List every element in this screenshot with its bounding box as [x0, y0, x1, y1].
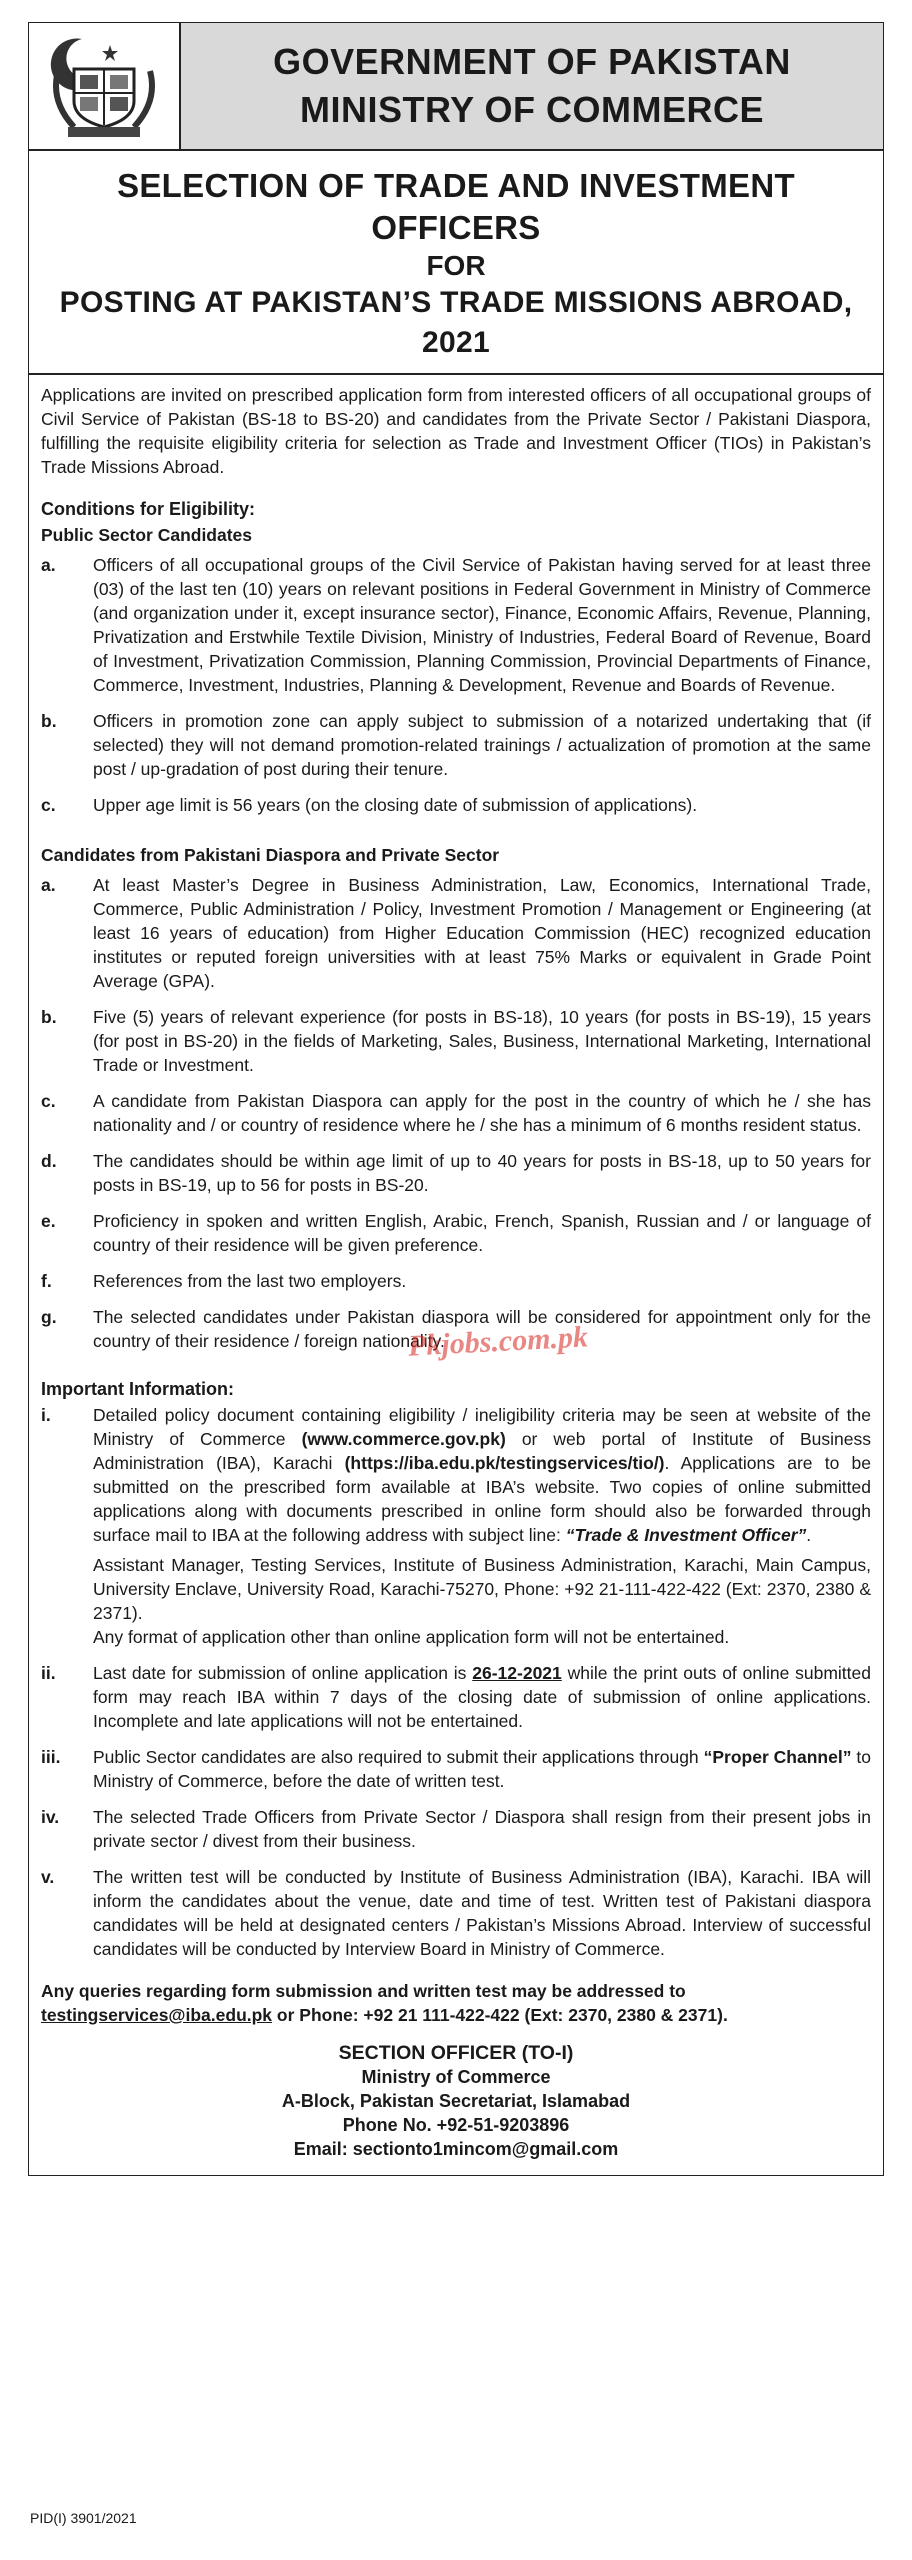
item-marker: a. [41, 875, 56, 895]
banner-for: FOR [426, 250, 486, 281]
signatory-title: SECTION OFFICER (TO-I) [338, 2042, 574, 2064]
item-marker: iv. [41, 1807, 60, 1827]
item-marker: c. [41, 795, 56, 815]
public-sector-heading: Public Sector Candidates [41, 525, 253, 545]
commerce-website-link[interactable]: (www.commerce.gov.pk) [301, 1429, 506, 1449]
item-text: or web portal of Institute of Business Administration (IBA), Karachi [93, 1429, 871, 1473]
item-text: . [806, 1525, 812, 1545]
private-sector-heading: Candidates from Pakistani Diaspora and Private Sector [41, 845, 500, 865]
queries-text: Any queries regarding form submission and written test may be addressed to [41, 1981, 686, 2001]
important-info-heading: Important Information: [41, 1379, 234, 1399]
item-text: Last date for submission of online application is [93, 1663, 473, 1683]
signatory-address: A-Block, Pakistan Secretariat, Islamabad [281, 2091, 631, 2111]
info-item-i [41, 1403, 871, 1649]
item-marker: c. [41, 1091, 56, 1111]
item-text: A candidate from Pakistan Diaspora can apply for the post in the country of which he / she has nationality and / or country of residence where he / she has a minimum of 6 months resident status. [93, 1091, 871, 1135]
item-marker: iii. [41, 1747, 61, 1767]
info-item-iv [41, 1805, 871, 1853]
government-title-box [181, 23, 883, 149]
pakistan-emblem-icon [29, 23, 181, 149]
item-text: Proficiency in spoken and written English, Arabic, French, Spanish, Russian and / or language of country of their residence will be given preference. [93, 1211, 871, 1255]
item-text: while the print outs of online submitted form may reach IBA within 7 days of the closing date of submission of online applications. Incomplete and late applications will not be entertained. [93, 1663, 871, 1731]
info-item-v [41, 1865, 871, 1961]
queries-paragraph [41, 1979, 871, 2027]
info-item-iii [41, 1745, 871, 1793]
item-marker: b. [41, 1007, 57, 1027]
list-item [41, 553, 871, 697]
subject-line: “Trade & Investment Officer” [565, 1525, 807, 1545]
signature-block [41, 2041, 871, 2161]
item-text: The written test will be conducted by Institute of Business Administration (IBA), Karachi. IBA will inform the candidates about the venue, date and time of test. Written test of Pakistani diaspora candidates will be held at designated centers / Pakistan’s Missions Abroad. Interview of successful candidates will be conducted by Interview Board in Ministry of Commerce. [93, 1867, 871, 1959]
list-item [41, 1269, 871, 1293]
intro-paragraph: Applications are invited on prescribed application form from interested officers of all occupational groups of Civil Service of Pakistan (BS-18 to BS-20) and candidates from the Private Sector / Pakistani Diaspora, fulfilling the requisite eligibility criteria for selection as Trade and Investment Officer (TIOs) in Pakistan’s Trade Missions Abroad. [41, 385, 871, 477]
item-marker: ii. [41, 1663, 56, 1683]
item-marker: i. [41, 1405, 51, 1425]
item-marker: v. [41, 1867, 55, 1887]
item-marker: e. [41, 1211, 56, 1231]
list-item [41, 1089, 871, 1137]
banner-subtitle: POSTING AT PAKISTAN’S TRADE MISSIONS ABROAD, 2021 [59, 286, 853, 359]
queries-email-link[interactable]: testingservices@iba.edu.pk [41, 2005, 273, 2025]
proper-channel: “Proper Channel” [703, 1747, 852, 1767]
list-item [41, 709, 871, 781]
item-text: Officers in promotion zone can apply subject to submission of a notarized undertaking that (if selected) they will not demand promotion-related trainings / actualization of promotion at the same post / up-gradation of post during their tenure. [93, 711, 871, 779]
item-text: Officers of all occupational groups of the Civil Service of Pakistan having served for at least three (03) of the last ten (10) years on relevant positions in Federal Government in Ministry of Commerce (and organization under it, except insurance sector), Finance, Economic Affairs, Revenue, Planning, Privatization and Erstwhile Textile Division, Ministry of Industries, Federal Board of Revenue, Board of Investment, Privatization Commission, Planning Commission, Provincial Departments of Finance, Commerce, Investment, Industries, Planning & Development, Revenue and Boards of Revenue. [93, 555, 871, 695]
item-text: Five (5) years of relevant experience (for posts in BS-18), 10 years (for posts in BS-19), 15 years (for post in BS-20) in the fields of Marketing, Sales, Business, International Marketing, International Trade or Investment. [93, 1007, 871, 1075]
item-text: . Applications are to be submitted on the prescribed form available at IBA’s website. Two copies of online submitted applications along with documents prescribed in online form should also be forwarded through surface mail to IBA at the following address with subject line: [93, 1453, 871, 1545]
item-text: The candidates should be within age limit of up to 40 years for posts in BS-18, up to 50 years for posts in BS-19, up to 56 for posts in BS-20. [93, 1151, 871, 1195]
item-marker: d. [41, 1151, 57, 1171]
item-text: References from the last two employers. [93, 1271, 407, 1291]
item-text: Public Sector candidates are also required to submit their applications through [93, 1747, 704, 1767]
item-text: to Ministry of Commerce, before the date of written test. [93, 1747, 871, 1791]
government-title: GOVERNMENT OF PAKISTAN [273, 41, 791, 82]
item-text: Upper age limit is 56 years (on the closing date of submission of applications). [93, 795, 698, 815]
signatory-phone: Phone No. +92-51-9203896 [342, 2115, 570, 2135]
list-item [41, 1209, 871, 1257]
iba-portal-link[interactable]: (https://iba.edu.pk/testingservices/tio/) [344, 1453, 665, 1473]
pid-reference: PID(I) 3901/2021 [30, 2510, 137, 2526]
item-marker: a. [41, 555, 56, 575]
item-marker: b. [41, 711, 57, 731]
conditions-heading: Conditions for Eligibility: [41, 499, 255, 519]
signatory-email[interactable]: Email: sectionto1mincom@gmail.com [293, 2139, 619, 2159]
item-text: Detailed policy document containing eligibility / ineligibility criteria may be seen at website of the Ministry of Commerce [93, 1405, 871, 1449]
queries-text: or Phone: +92 21 111-422-422 (Ext: 2370, 2380 & 2371). [272, 2005, 728, 2025]
list-item [41, 1149, 871, 1197]
last-date: 26-12-2021 [472, 1663, 562, 1683]
iba-address: Assistant Manager, Testing Services, Institute of Business Administration, Karachi, Main Campus, University Enclave, University Road, Karachi-75270, Phone: +92 21-111-422-422 (Ext: 2370, 2380 & 2371). [93, 1555, 871, 1623]
item-text: The selected Trade Officers from Private Sector / Diaspora shall resign from their present jobs in private sector / divest from their business. [93, 1807, 871, 1851]
list-item [41, 1005, 871, 1077]
ministry-title: MINISTRY OF COMMERCE [299, 89, 764, 130]
list-item [41, 793, 871, 817]
signatory-ministry: Ministry of Commerce [361, 2067, 551, 2087]
format-note: Any format of application other than online application form will not be entertained. [93, 1627, 730, 1647]
advertisement-frame [28, 22, 884, 2176]
info-item-ii [41, 1661, 871, 1733]
watermark: Pkjobs.com.pk [407, 1320, 589, 1363]
item-text: The selected candidates under Pakistan diaspora will be considered for appointment only for the country of their residence / foreign nationality. [93, 1307, 871, 1351]
item-marker: g. [41, 1307, 57, 1327]
list-item [41, 873, 871, 993]
item-marker: f. [41, 1271, 52, 1291]
advertisement-banner [29, 151, 883, 375]
banner-title: SELECTION OF TRADE AND INVESTMENT OFFICERS [117, 167, 795, 246]
header [29, 23, 883, 151]
item-text: At least Master’s Degree in Business Administration, Law, Economics, International Trade, Commerce, Public Administration / Policy, Investment Promotion / Management or Engineering (at least 16 years of education) from Higher Education Commission (HEC) recognized education institutes or reputed foreign universities with at least 75% Marks or equivalent in Grade Point Average (GPA). [93, 875, 871, 991]
